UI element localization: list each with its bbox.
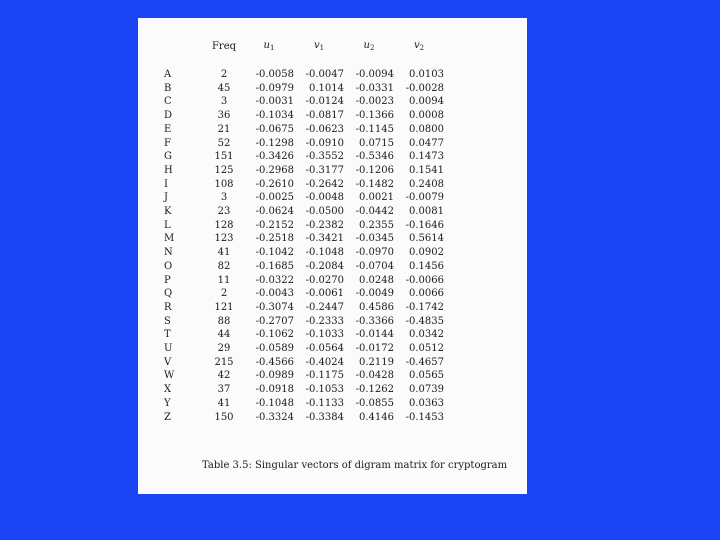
table-row bbox=[158, 219, 444, 233]
cell-v2: 0.1456 bbox=[409, 260, 444, 272]
cell-v1: -0.0817 bbox=[305, 110, 344, 122]
cell-v1: -0.0500 bbox=[305, 206, 344, 218]
cell-v1: -0.4024 bbox=[305, 356, 344, 368]
cell-v1: -0.2084 bbox=[305, 260, 344, 272]
cell-u1: -0.1042 bbox=[255, 247, 294, 259]
cell-v2: 0.0363 bbox=[409, 397, 444, 409]
cell-u1: -0.0624 bbox=[255, 206, 294, 218]
header-v1-subscript: 1 bbox=[319, 44, 325, 52]
cell-freq: 123 bbox=[214, 233, 234, 245]
cell-v1: -0.3421 bbox=[305, 233, 344, 245]
cell-freq: 88 bbox=[217, 315, 231, 327]
cell-letter: G bbox=[164, 151, 172, 163]
cell-letter: L bbox=[164, 219, 171, 231]
cell-v2: 0.0800 bbox=[409, 123, 444, 135]
cell-u2: -0.1366 bbox=[355, 110, 394, 122]
cell-letter: V bbox=[164, 356, 172, 368]
cell-u1: -0.0322 bbox=[255, 274, 294, 286]
header-v2-subscript: 2 bbox=[419, 44, 425, 52]
cell-freq: 2 bbox=[220, 69, 228, 80]
cell-u1: -0.0058 bbox=[255, 69, 294, 80]
cell-freq: 128 bbox=[214, 219, 234, 231]
cell-freq: 2 bbox=[220, 288, 228, 300]
cell-freq: 150 bbox=[214, 411, 234, 423]
header-u2-subscript: 2 bbox=[369, 44, 375, 52]
table-row bbox=[158, 342, 444, 356]
cell-u1: -0.1298 bbox=[255, 137, 294, 149]
table-row bbox=[158, 260, 444, 274]
table-row bbox=[158, 369, 444, 383]
cell-u1: -0.1048 bbox=[255, 397, 294, 409]
cell-u2: -0.0144 bbox=[355, 329, 394, 341]
cell-letter: R bbox=[164, 301, 172, 313]
cell-u1: -0.4566 bbox=[255, 356, 294, 368]
cell-freq: 108 bbox=[214, 178, 234, 190]
cell-u2: 0.4146 bbox=[359, 411, 394, 423]
cell-letter: B bbox=[164, 82, 172, 94]
table-row bbox=[158, 383, 444, 397]
table-body bbox=[158, 68, 444, 424]
cell-freq: 52 bbox=[217, 137, 231, 149]
cell-freq: 11 bbox=[217, 274, 231, 286]
cell-u1: -0.3324 bbox=[255, 411, 294, 423]
cell-v2: -0.0079 bbox=[405, 192, 444, 204]
cell-letter: Q bbox=[164, 288, 173, 300]
cell-u1: -0.2707 bbox=[255, 315, 294, 327]
cell-freq: 82 bbox=[217, 260, 231, 272]
cell-u2: -0.0049 bbox=[355, 288, 394, 300]
cell-v2: 0.5614 bbox=[409, 233, 444, 245]
table-row bbox=[158, 397, 444, 411]
table-row bbox=[158, 274, 444, 288]
cell-letter: C bbox=[164, 96, 172, 108]
cell-u2: -0.1145 bbox=[355, 123, 394, 135]
cell-u1: -0.0031 bbox=[255, 96, 294, 108]
cell-v1: -0.0564 bbox=[305, 343, 344, 355]
cell-u2: 0.4586 bbox=[359, 301, 394, 313]
header-v2-symbol: v bbox=[413, 40, 420, 51]
cell-u2: 0.0021 bbox=[359, 192, 394, 204]
cell-u2: 0.2355 bbox=[359, 219, 394, 231]
cell-freq: 45 bbox=[217, 82, 231, 94]
cell-v1: -0.3552 bbox=[305, 151, 344, 163]
cell-letter: X bbox=[164, 384, 172, 396]
cell-letter: O bbox=[164, 260, 173, 272]
cell-freq: 215 bbox=[214, 356, 234, 368]
table-row bbox=[158, 301, 444, 315]
cell-letter: J bbox=[164, 192, 169, 204]
cell-u2: -0.1262 bbox=[355, 384, 394, 396]
cell-v1: 0.1014 bbox=[309, 82, 344, 94]
cell-v1: -0.2333 bbox=[305, 315, 344, 327]
cell-freq: 41 bbox=[217, 397, 231, 409]
cell-freq: 151 bbox=[214, 151, 234, 163]
cell-v2: 0.0477 bbox=[409, 137, 444, 149]
singular-vectors-table bbox=[158, 38, 444, 424]
table-row bbox=[158, 68, 444, 82]
cell-letter: K bbox=[164, 206, 172, 218]
cell-u1: -0.3074 bbox=[255, 301, 294, 313]
cell-u1: -0.0589 bbox=[255, 343, 294, 355]
header-u2 bbox=[344, 38, 394, 54]
header-u1-subscript: 1 bbox=[269, 44, 275, 52]
cell-v1: -0.1033 bbox=[305, 329, 344, 341]
table-row bbox=[158, 328, 444, 342]
cell-v1: -0.1048 bbox=[305, 247, 344, 259]
header-v2 bbox=[394, 38, 444, 54]
cell-u2: 0.0715 bbox=[359, 137, 394, 149]
cell-v2: -0.0028 bbox=[405, 82, 444, 94]
cell-v2: -0.1646 bbox=[405, 219, 444, 231]
header-u2-symbol: u bbox=[363, 40, 370, 51]
table-header-row bbox=[158, 38, 444, 54]
header-v1 bbox=[294, 38, 344, 54]
cell-v2: -0.0066 bbox=[405, 274, 444, 286]
cell-u2: -0.0704 bbox=[355, 260, 394, 272]
cell-v2: 0.0342 bbox=[409, 329, 444, 341]
cell-v1: -0.3384 bbox=[305, 411, 344, 423]
cell-u1: -0.2518 bbox=[255, 233, 294, 245]
cell-u1: -0.2968 bbox=[255, 164, 294, 176]
cell-u1: -0.3426 bbox=[255, 151, 294, 163]
cell-v1: -0.0270 bbox=[305, 274, 344, 286]
cell-letter: W bbox=[164, 370, 175, 382]
header-u1-symbol: u bbox=[263, 40, 270, 51]
header-letter bbox=[158, 38, 204, 54]
cell-letter: T bbox=[164, 329, 171, 341]
header-u1 bbox=[244, 38, 294, 54]
table-row bbox=[158, 356, 444, 370]
cell-u1: -0.0675 bbox=[255, 123, 294, 135]
cell-letter: F bbox=[164, 137, 171, 149]
cell-v2: 0.0094 bbox=[409, 96, 444, 108]
cell-freq: 21 bbox=[217, 123, 231, 135]
table-row bbox=[158, 191, 444, 205]
cell-v2: 0.0008 bbox=[409, 110, 444, 122]
cell-freq: 42 bbox=[217, 370, 231, 382]
cell-letter: Z bbox=[164, 411, 171, 423]
table-caption: Table 3.5: Singular vectors of digram matrix for cryptogram bbox=[202, 460, 508, 471]
cell-v1: -0.3177 bbox=[305, 164, 344, 176]
cell-v1: -0.1175 bbox=[305, 370, 344, 382]
cell-u1: -0.0043 bbox=[255, 288, 294, 300]
cell-v2: -0.1453 bbox=[405, 411, 444, 423]
cell-u2: -0.1482 bbox=[355, 178, 394, 190]
cell-v1: -0.0910 bbox=[305, 137, 344, 149]
cell-freq: 125 bbox=[214, 164, 234, 176]
cell-freq: 36 bbox=[217, 110, 231, 122]
cell-v1: -0.2382 bbox=[305, 219, 344, 231]
cell-v1: -0.2642 bbox=[305, 178, 344, 190]
cell-u2: -0.0970 bbox=[355, 247, 394, 259]
cell-u2: -0.0428 bbox=[355, 370, 394, 382]
table-row bbox=[158, 246, 444, 260]
header-spacer-row bbox=[158, 54, 444, 68]
cell-letter: I bbox=[164, 178, 168, 190]
table-row bbox=[158, 287, 444, 301]
cell-v1: -0.0061 bbox=[305, 288, 344, 300]
cell-freq: 41 bbox=[217, 247, 231, 259]
cell-v2: 0.1541 bbox=[409, 164, 444, 176]
cell-freq: 29 bbox=[217, 343, 231, 355]
cell-letter: P bbox=[164, 274, 171, 286]
cell-u1: -0.1034 bbox=[255, 110, 294, 122]
cell-v2: -0.1742 bbox=[405, 301, 444, 313]
table-row bbox=[158, 232, 444, 246]
table-row bbox=[158, 123, 444, 137]
cell-v2: 0.0066 bbox=[409, 288, 444, 300]
cell-v2: 0.0739 bbox=[409, 384, 444, 396]
cell-v2: -0.4835 bbox=[405, 315, 444, 327]
cell-letter: M bbox=[164, 233, 175, 245]
cell-v2: 0.0565 bbox=[409, 370, 444, 382]
cell-v1: -0.1133 bbox=[305, 397, 344, 409]
cell-u2: 0.2119 bbox=[359, 356, 394, 368]
cell-freq: 121 bbox=[214, 301, 234, 313]
cell-u1: -0.1685 bbox=[255, 260, 294, 272]
cell-v2: 0.0081 bbox=[409, 206, 444, 218]
table-row bbox=[158, 315, 444, 329]
cell-letter: E bbox=[164, 123, 172, 135]
table-row bbox=[158, 411, 444, 425]
cell-u1: -0.0989 bbox=[255, 370, 294, 382]
cell-v2: 0.2408 bbox=[409, 178, 444, 190]
cell-v1: -0.0047 bbox=[305, 69, 344, 80]
table-row bbox=[158, 178, 444, 192]
table-row bbox=[158, 150, 444, 164]
cell-u2: -0.3366 bbox=[355, 315, 394, 327]
cell-letter: H bbox=[164, 164, 173, 176]
cell-v1: -0.2447 bbox=[305, 301, 344, 313]
cell-u2: -0.0023 bbox=[355, 96, 394, 108]
cell-v2: 0.0512 bbox=[409, 343, 444, 355]
cell-freq: 44 bbox=[217, 329, 231, 341]
cell-v2: -0.4657 bbox=[405, 356, 444, 368]
cell-v1: -0.0048 bbox=[305, 192, 344, 204]
cell-u2: -0.0855 bbox=[355, 397, 394, 409]
cell-v1: -0.0124 bbox=[305, 96, 344, 108]
cell-letter: D bbox=[164, 110, 173, 122]
cell-u2: -0.1206 bbox=[355, 164, 394, 176]
cell-u2: -0.0094 bbox=[355, 69, 394, 80]
table-row bbox=[158, 82, 444, 96]
cell-v2: 0.0103 bbox=[409, 69, 444, 80]
cell-u2: -0.0172 bbox=[355, 343, 394, 355]
cell-u1: -0.0979 bbox=[255, 82, 294, 94]
cell-freq: 3 bbox=[220, 192, 228, 204]
cell-v1: -0.1053 bbox=[305, 384, 344, 396]
cell-letter: S bbox=[164, 315, 171, 327]
cell-freq: 23 bbox=[217, 206, 231, 218]
cell-letter: U bbox=[164, 343, 173, 355]
cell-u1: -0.1062 bbox=[255, 329, 294, 341]
cell-u1: -0.2610 bbox=[255, 178, 294, 190]
cell-v2: 0.1473 bbox=[409, 151, 444, 163]
cell-freq: 3 bbox=[220, 96, 228, 108]
cell-letter: A bbox=[164, 69, 172, 80]
cell-u1: -0.0025 bbox=[255, 192, 294, 204]
cell-u2: -0.0345 bbox=[355, 233, 394, 245]
cell-u2: -0.5346 bbox=[355, 151, 394, 163]
header-v1-symbol: v bbox=[313, 40, 320, 51]
table-row bbox=[158, 109, 444, 123]
cell-u1: -0.0918 bbox=[255, 384, 294, 396]
cell-u1: -0.2152 bbox=[255, 219, 294, 231]
cell-u2: -0.0442 bbox=[355, 206, 394, 218]
cell-v1: -0.0623 bbox=[305, 123, 344, 135]
table-row bbox=[158, 164, 444, 178]
cell-u2: -0.0331 bbox=[355, 82, 394, 94]
cell-letter: N bbox=[164, 247, 173, 259]
table-row bbox=[158, 137, 444, 151]
cell-v2: 0.0902 bbox=[409, 247, 444, 259]
document-page bbox=[138, 18, 527, 494]
table-row bbox=[158, 205, 444, 219]
cell-freq: 37 bbox=[217, 384, 231, 396]
header-freq: Freq bbox=[211, 40, 237, 52]
table-row bbox=[158, 95, 444, 109]
cell-letter: Y bbox=[164, 397, 171, 409]
cell-u2: 0.0248 bbox=[359, 274, 394, 286]
